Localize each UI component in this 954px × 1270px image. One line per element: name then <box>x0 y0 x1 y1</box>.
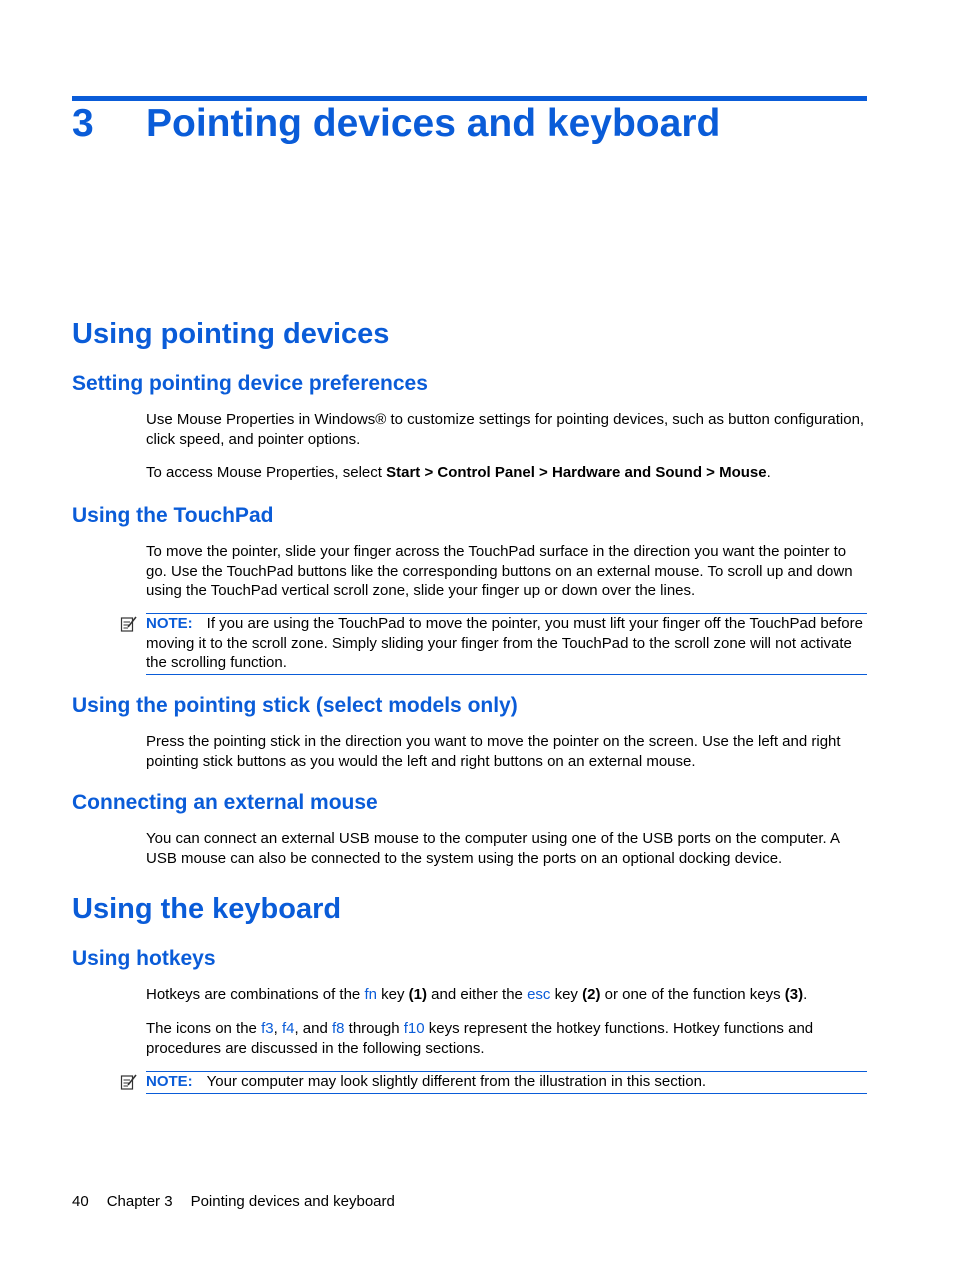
note-label: NOTE: <box>146 1073 193 1090</box>
chapter-rule <box>72 96 867 101</box>
note-pad-icon <box>120 615 138 633</box>
subsection-heading-preferences: Setting pointing device preferences <box>72 372 428 395</box>
footer-chapter: Chapter 3 <box>106 1193 173 1210</box>
key-f4: f4 <box>281 1020 295 1037</box>
key-f8: f8 <box>331 1020 345 1037</box>
paragraph-hotkeys-combinations: Hotkeys are combinations of the fn key (1) and either the esc key (2) or one of the function keys (3). <box>146 986 808 1003</box>
key-fn: fn <box>364 986 377 1003</box>
note-touchpad <box>146 613 867 675</box>
chapter-number: 3 <box>72 102 94 145</box>
paragraph-hotkeys-icons: The icons on the f3, f4, and f8 through f10 keys represent the hotkey functions. Hotkey functions and procedures are discussed in the following sections. <box>146 1020 814 1057</box>
note-text: If you are using the TouchPad to move the pointer, you must lift your finger off the TouchPad before moving it to the scroll zone. Simply sliding your finger from the TouchPad to the scroll zone will not activate the scrolling function. <box>146 615 863 671</box>
section-heading-keyboard: Using the keyboard <box>72 893 342 925</box>
menu-path: Start > Control Panel > Hardware and Sound > Mouse <box>386 464 767 481</box>
paragraph-pointing-stick: Press the pointing stick in the direction you want to move the pointer on the screen. Use the left and right pointing stick buttons as you would the left and right buttons on an external mouse. <box>146 733 841 770</box>
note-text: Your computer may look slightly different from the illustration in this section. <box>206 1073 707 1090</box>
subsection-heading-external-mouse: Connecting an external mouse <box>72 791 378 814</box>
page-number: 40 <box>72 1193 89 1210</box>
subsection-heading-hotkeys: Using hotkeys <box>72 947 216 970</box>
paragraph-touchpad: To move the pointer, slide your finger across the TouchPad surface in the direction you want the pointer to go. Use the TouchPad buttons like the corresponding buttons on an external mouse. To scroll up and down using the TouchPad vertical scroll zone, slide your finger up or down over the lines. <box>146 543 853 599</box>
key-f3: f3 <box>261 1020 274 1037</box>
footer-title: Pointing devices and keyboard <box>190 1193 395 1210</box>
note-pad-icon <box>120 1073 138 1091</box>
paragraph-mouse-properties-path: To access Mouse Properties, select Start > Control Panel > Hardware and Sound > Mouse. <box>146 464 771 481</box>
key-f10: f10 <box>403 1020 425 1037</box>
paragraph-external-mouse: You can connect an external USB mouse to the computer using one of the USB ports on the computer. A USB mouse can also be connected to the system using the ports on an optional docking device. <box>146 830 840 867</box>
page-footer <box>72 1193 413 1210</box>
subsection-heading-pointing-stick: Using the pointing stick (select models only) <box>72 694 518 717</box>
note-label: NOTE: <box>146 615 193 632</box>
note-keyboard-illustration <box>146 1071 867 1094</box>
section-heading-pointing: Using pointing devices <box>72 318 390 350</box>
subsection-heading-touchpad: Using the TouchPad <box>72 504 274 527</box>
paragraph-preferences: Use Mouse Properties in Windows® to customize settings for pointing devices, such as button configuration, click speed, and pointer options. <box>146 411 865 448</box>
key-esc: esc <box>527 986 551 1003</box>
chapter-title: Pointing devices and keyboard <box>146 102 721 145</box>
